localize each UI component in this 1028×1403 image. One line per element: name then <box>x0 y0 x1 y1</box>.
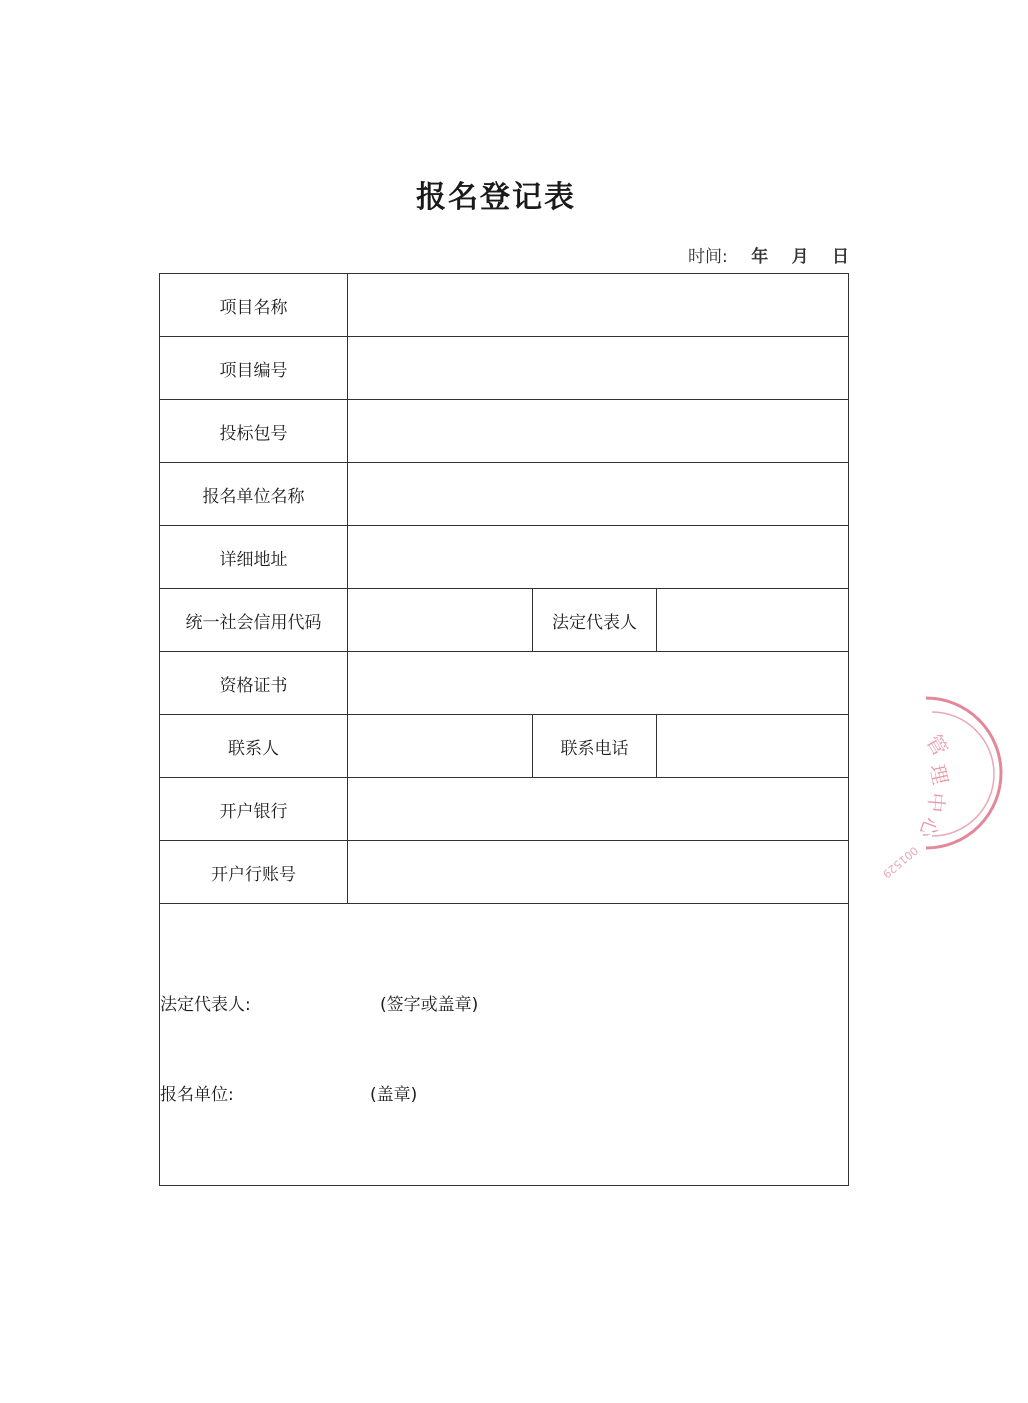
field-account[interactable] <box>348 841 849 904</box>
field-project-no[interactable] <box>348 337 849 400</box>
signature-block[interactable] <box>160 904 849 1186</box>
label-credit-code: 统一社会信用代码 <box>160 589 348 652</box>
legal-rep-sign-note: (签字或盖章) <box>380 995 479 1015</box>
svg-text:中: 中 <box>923 791 949 814</box>
label-project-no: 项目编号 <box>160 337 348 400</box>
label-bank: 开户银行 <box>160 778 348 841</box>
date-month: 月 <box>791 247 809 267</box>
table-row <box>160 589 849 652</box>
table-row <box>160 841 849 904</box>
table-row <box>160 337 849 400</box>
field-package-no[interactable] <box>348 400 849 463</box>
field-qualification[interactable] <box>348 652 849 715</box>
date-line <box>688 242 849 267</box>
table-row <box>160 274 849 337</box>
unit-sign-note: (盖章) <box>370 1085 418 1105</box>
table-row <box>160 400 849 463</box>
svg-text:001529: 001529 <box>879 843 921 881</box>
table-row <box>160 463 849 526</box>
legal-rep-sign-row <box>160 990 479 1015</box>
field-legal-rep[interactable] <box>657 589 849 652</box>
unit-sign-row <box>160 1080 418 1105</box>
svg-text:管: 管 <box>921 730 953 760</box>
field-contact[interactable] <box>348 715 533 778</box>
label-account: 开户行账号 <box>160 841 348 904</box>
table-row <box>160 526 849 589</box>
label-unit-name: 报名单位名称 <box>160 463 348 526</box>
registration-table <box>159 273 849 1186</box>
label-phone: 联系电话 <box>533 715 657 778</box>
svg-text:理: 理 <box>925 762 953 787</box>
date-day: 日 <box>832 247 849 267</box>
unit-sign-label: 报名单位: <box>160 1085 234 1105</box>
field-phone[interactable] <box>657 715 849 778</box>
table-row <box>160 778 849 841</box>
legal-rep-sign-label: 法定代表人: <box>160 995 251 1015</box>
svg-text:心: 心 <box>914 814 944 842</box>
label-project-name: 项目名称 <box>160 274 348 337</box>
page-title: 报名登记表 <box>416 180 576 215</box>
label-contact: 联系人 <box>160 715 348 778</box>
date-label: 时间: <box>688 247 728 267</box>
label-package-no: 投标包号 <box>160 400 348 463</box>
label-qualification: 资格证书 <box>160 652 348 715</box>
label-legal-rep: 法定代表人 <box>533 589 657 652</box>
table-row <box>160 904 849 1186</box>
table-row <box>160 652 849 715</box>
field-bank[interactable] <box>348 778 849 841</box>
date-year: 年 <box>751 247 769 267</box>
partial-seal-stamp <box>879 688 1028 881</box>
field-unit-name[interactable] <box>348 463 849 526</box>
field-project-name[interactable] <box>348 274 849 337</box>
field-address[interactable] <box>348 526 849 589</box>
table-row <box>160 715 849 778</box>
field-credit-code[interactable] <box>348 589 533 652</box>
label-address: 详细地址 <box>160 526 348 589</box>
